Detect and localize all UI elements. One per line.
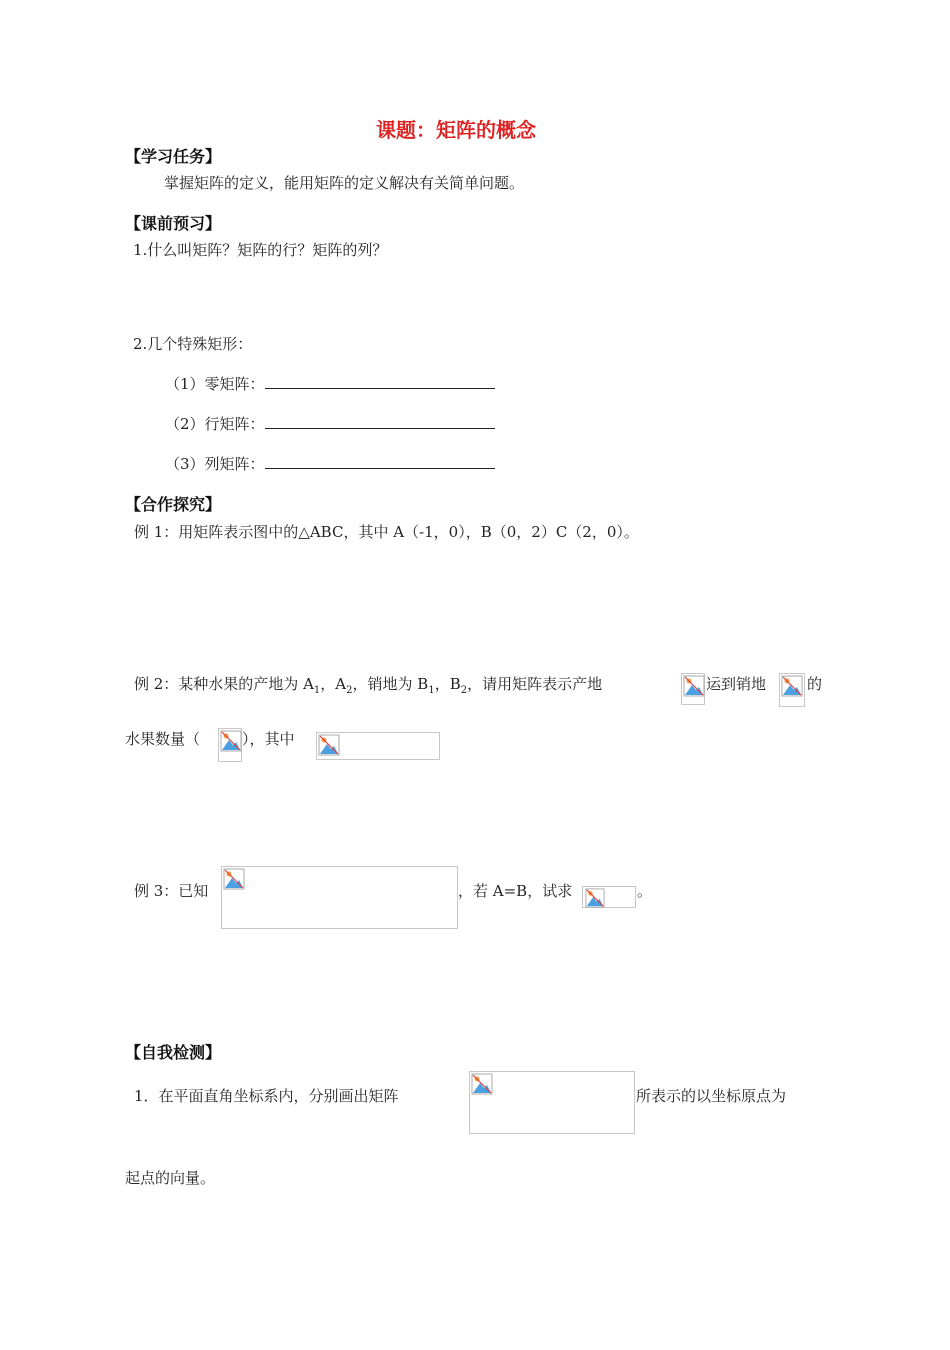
example-3-text-find: ，若 A=B，试求: [458, 882, 573, 900]
answer-blank: [265, 454, 495, 469]
section-heading-explore: 【合作探究】: [125, 495, 222, 514]
broken-image-icon: [681, 673, 705, 705]
special-matrix-label: （2）行矩阵：: [165, 415, 265, 433]
broken-image-icon: [779, 673, 805, 707]
example-2-text-of: 的: [807, 675, 823, 693]
selfcheck-question-1b: 所表示的以坐标原点为: [636, 1087, 787, 1105]
broken-image-icon: [469, 1071, 635, 1134]
broken-image-icon: [221, 866, 458, 929]
section-heading-task: 【学习任务】: [125, 147, 222, 166]
example-3-text-period: 。: [637, 882, 653, 900]
special-matrix-label: （1）零矩阵：: [165, 375, 265, 393]
broken-image-icon: [582, 886, 636, 908]
example-2-line-2a: 水果数量（: [125, 730, 201, 748]
example-3-text-given: 例 3：已知: [134, 882, 209, 900]
broken-image-icon: [316, 732, 440, 760]
example-1-text: 例 1：用矩阵表示图中的△ABC，其中 A（-1，0），B（0，2）C（2，0）。: [134, 523, 639, 541]
section-heading-preview: 【课前预习】: [125, 214, 222, 233]
answer-blank: [265, 414, 495, 429]
special-matrix-item: [165, 453, 495, 474]
example-2-text-transport: 运到销地: [706, 675, 767, 693]
selfcheck-question-1c: 起点的向量。: [125, 1169, 216, 1187]
preview-question-2: 2.几个特殊矩形：: [133, 335, 253, 353]
special-matrix-item: [165, 373, 495, 394]
special-matrix-item: [165, 413, 495, 434]
example-2-line-2b: ），其中: [242, 730, 295, 748]
example-2-line-1: 例 2：某种水果的产地为 $A_1$，$A_2$，销地为 $B_1$，$B_2$，请用矩阵表示产地: [134, 675, 603, 696]
section-heading-selfcheck: 【自我检测】: [125, 1043, 222, 1062]
task-text: 掌握矩阵的定义，能用矩阵的定义解决有关简单问题。: [164, 174, 525, 192]
page-title: 课题：矩阵的概念: [376, 118, 536, 142]
broken-image-icon: [218, 728, 242, 762]
special-matrix-label: （3）列矩阵：: [165, 455, 265, 473]
selfcheck-question-1a: 1．在平面直角坐标系内，分别画出矩阵: [134, 1087, 399, 1105]
preview-question-1: 1.什么叫矩阵？矩阵的行？矩阵的列？: [133, 241, 388, 259]
answer-blank: [265, 374, 495, 389]
